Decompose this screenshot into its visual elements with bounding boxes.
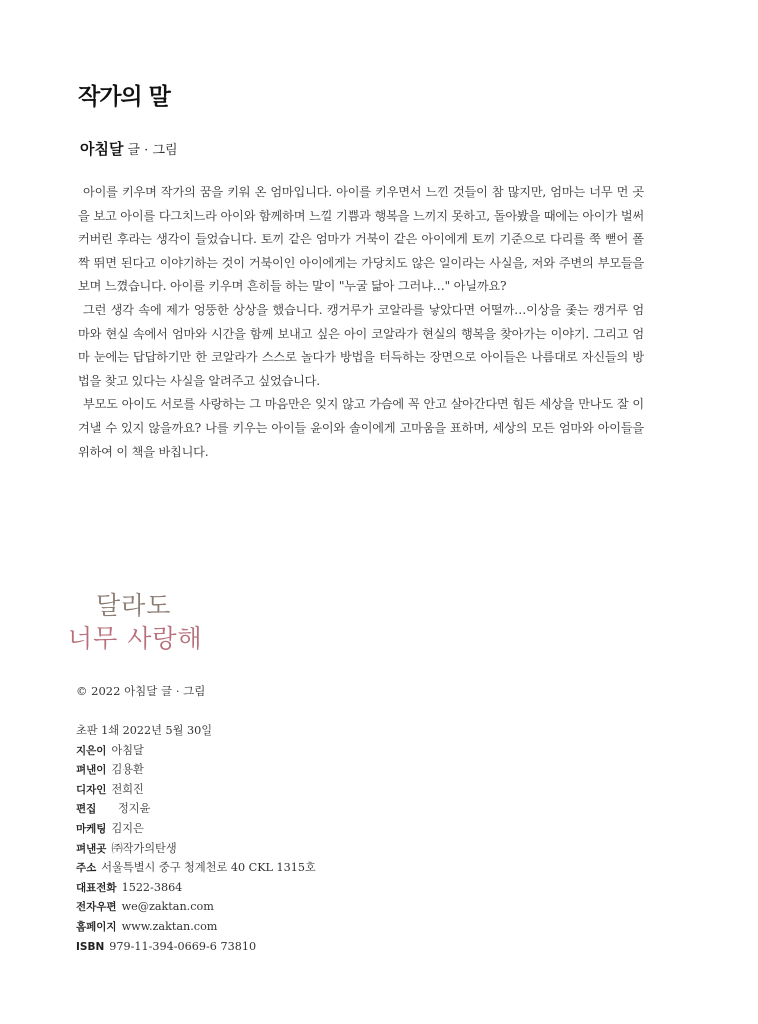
paragraph: 아이를 키우며 작가의 꿈을 키워 온 엄마입니다. 아이를 키우면서 느낀 것들이 참 많지만, 엄마는 너무 먼 곳을 보고 아이를 다그치느라 아이와 함께하며 느낄 기쁨과 행복을 느끼지 못하고, 돌아봤을 때에는 아이가 벌써 커버린 후라는 생각이 들었습니다. 토끼 같은 엄마가 거북이 같은 아이에게 토끼 기준으로 다리를 쭉 뻗어 폴짝 뛰면 된다고 이야기하는 것이 거북이인 아이에게는 가당치도 않은 일이라는 사실을, 저와 주변의 부모들을 보며 느꼈습니다. 아이를 키우며 흔히들 하는 말이 "누굴 닮아 그러냐…" 아닐까요? — [78, 185, 644, 294]
credit-label: 전자우편 — [76, 901, 117, 914]
credit-label: 지은이 — [76, 744, 107, 757]
credit-value: 정지윤 — [118, 802, 151, 816]
credit-isbn — [76, 937, 316, 957]
author-note-body — [78, 181, 644, 464]
credit-label: 주소 — [76, 862, 97, 875]
credit-label: ISBN — [76, 940, 105, 953]
paragraph: 그런 생각 속에 제가 엉뚱한 상상을 했습니다. 캥거루가 코알라를 낳았다면 어떨까…이상을 좇는 캥거루 엄마와 현실 속에서 엄마와 시간을 함께 보내고 싶은 아이 코알라가 현실의 행복을 찾아가는 이야기. 그리고 엄마 눈에는 답답하기만 한 코알라가 스스로 놀다가 방법을 터득하는 장면으로 아이들은 나름대로 자신들의 방법을 찾고 있다는 사실을 알려주고 싶었습니다. — [78, 302, 644, 388]
author-name: 아침달 — [80, 140, 124, 158]
credit-value: we@zaktan.com — [121, 900, 214, 914]
credit-label: 홈페이지 — [76, 920, 117, 933]
credit-label: 대표전화 — [76, 881, 117, 894]
byline — [80, 138, 178, 159]
credit-design — [76, 780, 316, 800]
credit-value: 1522-3864 — [121, 880, 183, 894]
credit-value: 전희진 — [111, 782, 144, 796]
credit-label: 마케팅 — [76, 822, 107, 835]
credit-label: 편집 — [76, 803, 97, 816]
credit-value: ㈜작가의탄생 — [111, 841, 177, 855]
paragraph: 부모도 아이도 서로를 사랑하는 그 마음만은 잊지 않고 가슴에 꼭 안고 살아간다면 힘든 세상을 만나도 잘 이겨낼 수 있지 않을까요? 나를 키우는 아이들 윤이와 솔이에게 고마움을 표하며, 세상의 모든 엄마와 아이들을 위하여 이 책을 바칩니다. — [78, 397, 644, 459]
credit-value: 아침달 — [111, 743, 144, 757]
credit-value: www.zaktan.com — [121, 919, 218, 933]
credit-author — [76, 741, 316, 761]
credit-email — [76, 897, 316, 917]
credit-address — [76, 858, 316, 878]
credit-label: 펴낸곳 — [76, 842, 107, 855]
credit-marketing — [76, 819, 316, 839]
credit-value: 김지은 — [111, 821, 144, 835]
credit-value: 서울특별시 중구 청계천로 40 CKL 1315호 — [101, 861, 316, 875]
book-title-line-2: 너무 사랑해 — [68, 624, 203, 653]
credit-editor — [76, 799, 316, 819]
page-heading: 작가의 말 — [78, 84, 170, 110]
credit-label: 디자인 — [76, 783, 107, 796]
credit-publisher — [76, 760, 316, 780]
credit-value: 979-11-394-0669-6 73810 — [109, 939, 257, 953]
credit-phone — [76, 878, 316, 898]
edition-line: 초판 1쇄 2022년 5월 30일 — [76, 724, 213, 737]
book-title-line-1: 달라도 — [96, 591, 172, 620]
author-role: 글 · 그림 — [127, 143, 178, 158]
credit-value: 김용환 — [111, 763, 144, 777]
credit-label: 펴낸이 — [76, 764, 107, 777]
publication-info — [76, 721, 316, 956]
credit-imprint — [76, 839, 316, 859]
credit-homepage — [76, 917, 316, 937]
book-title — [68, 590, 203, 656]
copyright-notice: © 2022 아침달 글 · 그림 — [76, 684, 206, 698]
